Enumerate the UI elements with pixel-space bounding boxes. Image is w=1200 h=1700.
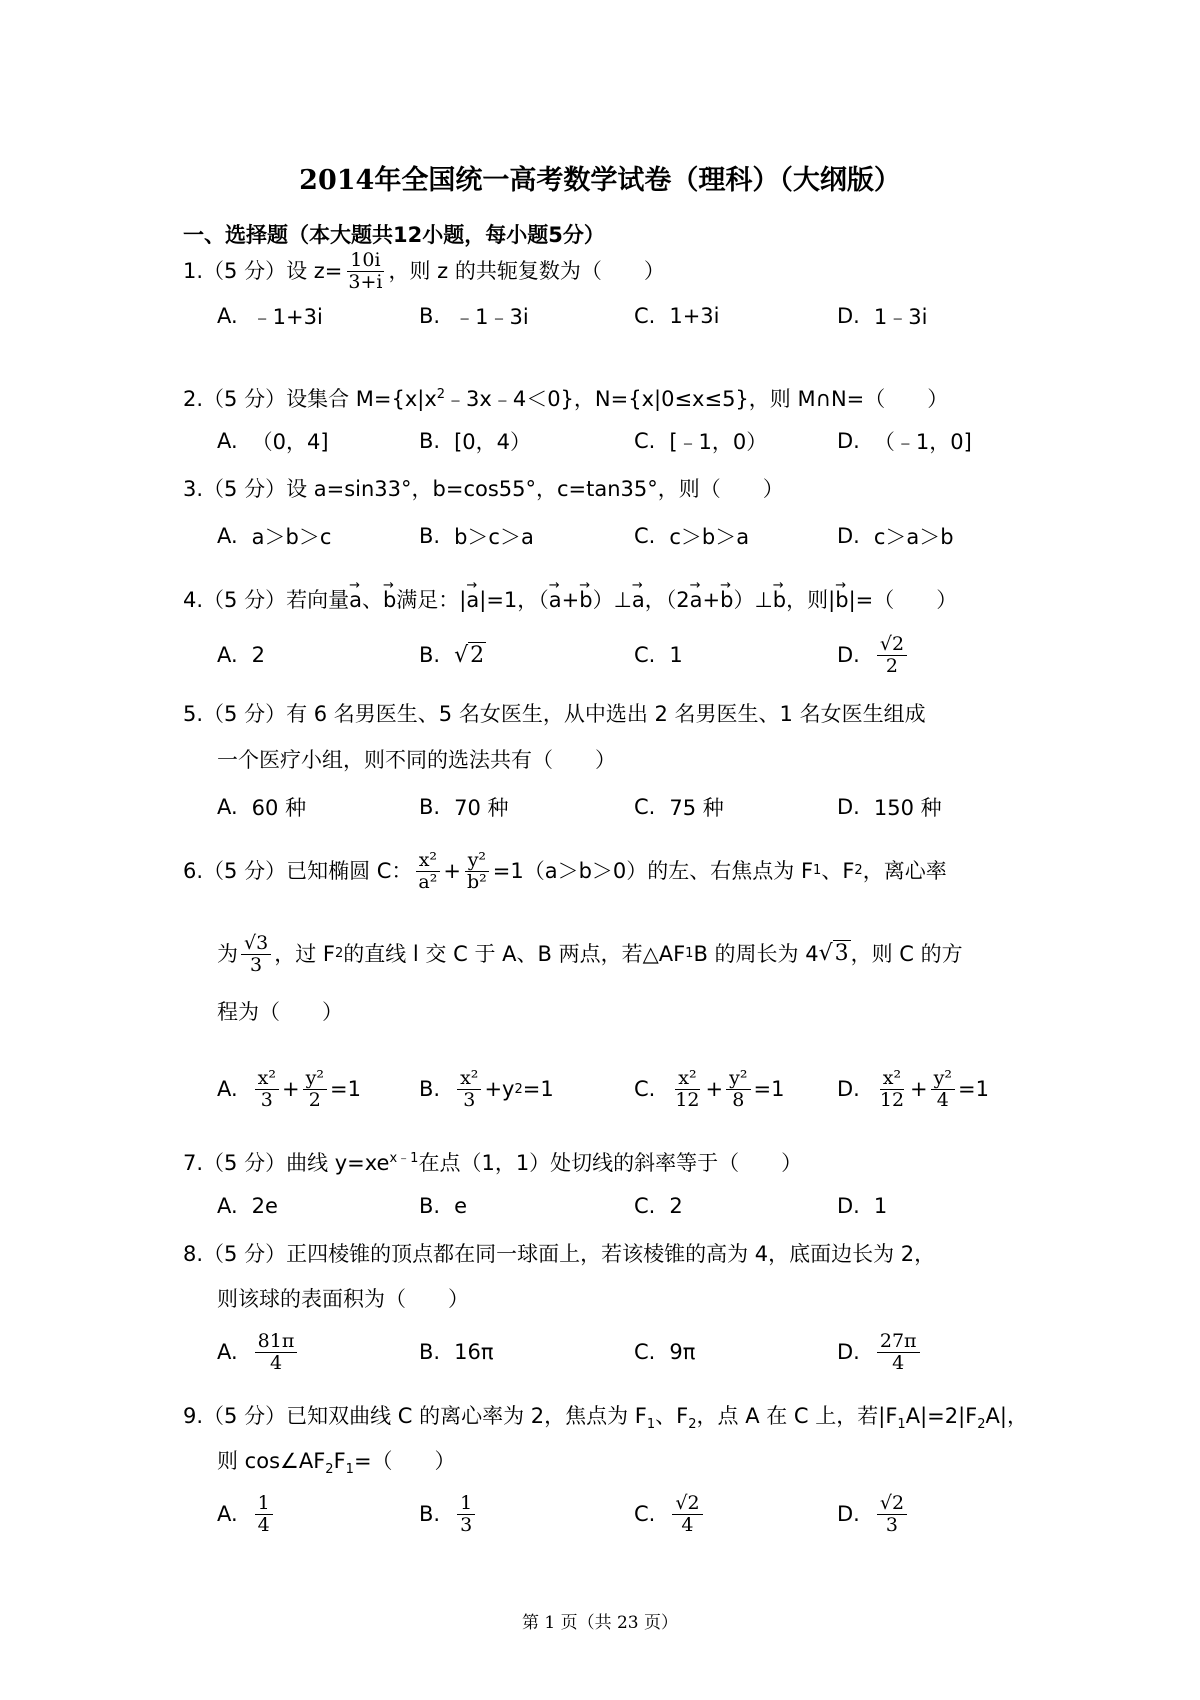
fraction: $\frac{\text{x²}}{\text{a²}}$ — [415, 850, 440, 893]
question-8-line-2: 则该球的表面积为（ ） — [217, 1287, 469, 1311]
option-a: A. 2 — [217, 643, 266, 667]
option-b: B. e — [419, 1194, 468, 1218]
fraction: $\frac{\text{y²}}{\text{b²}}$ — [464, 850, 490, 893]
option-d: D. $\frac{√2}{3}$ — [837, 1486, 910, 1542]
option-c: C. c＞b＞a — [634, 524, 750, 549]
option-d: D. 150 种 — [837, 795, 942, 820]
fraction: $\frac{√2}{2}$ — [877, 634, 907, 677]
question-4-options — [217, 630, 1017, 680]
question-1-options — [217, 296, 1017, 336]
option-d: D. 1﹣3i — [837, 304, 928, 329]
question-3-options — [217, 516, 1017, 556]
question-6-options — [217, 1060, 1017, 1118]
option-a: A. 60 种 — [217, 795, 307, 820]
option-d: D. $\frac{\text{x²}}{12}$ + $\frac{\text{y²}}{4}$ =1 — [837, 1066, 989, 1111]
option-a: A. 2e — [217, 1194, 278, 1218]
option-b: B. 70 种 — [419, 795, 509, 820]
option-b: B. 16π — [419, 1340, 494, 1364]
fraction: $\frac{10i}{3+i}$ — [348, 248, 383, 293]
fraction: $\frac{√3}{3}$ — [241, 933, 271, 976]
option-d: D. 1 — [837, 1194, 888, 1218]
question-7-options — [217, 1186, 1017, 1226]
question-6-line-3: 程为（ ） — [217, 1000, 343, 1024]
option-b: B. √2 — [419, 642, 485, 668]
question-8-line-1: 8.（5 分）正四棱锥的顶点都在同一球面上，若该棱锥的高为 4，底面边长为 2， — [183, 1242, 936, 1266]
question-5-line-2: 一个医疗小组，则不同的选法共有（ ） — [217, 748, 616, 772]
option-a: A. $\frac{\text{x²}}{3}$ + $\frac{\text{y²}}{2}$ =1 — [217, 1066, 361, 1111]
question-9-line-2: 则 $\cos\angle AF_2F_1=$（ ） — [217, 1449, 456, 1478]
option-c: C. 9π — [634, 1340, 696, 1364]
page-title: 2014年全国统一高考数学试卷（理科）（大纲版） — [299, 165, 901, 196]
question-6-line-1: 6.（5 分）已知椭圆 C： $\frac{\text{x²}}{\text{a²}}$ + $\frac{\text{y²}}{\text{b²}}$ =1（a＞b＞0）的左、右焦点为 F 1 、F 2 ，离心率 — [183, 848, 947, 893]
question-5-line-1: 5.（5 分）有 6 名男医生、5 名女医生，从中选出 2 名男医生、1 名女医生组成 — [183, 702, 926, 726]
option-c: C. 2 — [634, 1194, 683, 1218]
option-a: A. $\frac{1}{4}$ — [217, 1486, 276, 1542]
question-6-line-2: 为 $\frac{√3}{3}$ ，过 F 2 的直线 l 交 C 于 A、B 两点，若△AF 1 B 的周长为 4 √3 ，则 C 的方 — [217, 931, 963, 976]
question-3: 3.（5 分）设 a=sin33°，b=cos55°，c=tan35°，则（ ） — [183, 477, 784, 501]
question-7: 7.（5 分）曲线 $y=xe^{x﹣1}$在点（1，1）处切线的斜率等于（ ） — [183, 1151, 803, 1175]
option-d: D. $\frac{√2}{2}$ — [837, 630, 910, 680]
option-b: B. b＞c＞a — [419, 524, 534, 549]
question-5-options — [217, 787, 1017, 827]
section-heading: 一、选择题（本大题共12小题，每小题5分） — [183, 223, 605, 247]
question-4: 4.（5 分）若向量→ a、→ b满足：|→ a|=1，（→ a+→ b）⊥→ a，（2→ a+→ b）⊥→ b，则|→ b|=（ ） — [183, 578, 1043, 614]
question-2: 2.（5 分）设集合 $M=\{x|x^2﹣3x﹣4<0\}$，N={x|0≤x≤5}，则 M∩N=（ ） — [183, 387, 949, 411]
option-a: A. （0，4] — [217, 429, 329, 454]
question-2-options — [217, 421, 1017, 461]
option-b: B. $\frac{\text{x²}}{3}$ +y 2 =1 — [419, 1066, 554, 1111]
question-9-line-1: 9.（5 分）已知双曲线 C 的离心率为 2，焦点为 $F_1$、$F_2$，点 A 在 C 上，若$|F_1A|=2|F_2A|$， — [183, 1404, 1028, 1433]
option-b: B. $\frac{1}{3}$ — [419, 1486, 478, 1542]
page-footer: 第 1 页（共 23 页） — [521, 1613, 679, 1633]
option-c: C. [﹣1，0） — [634, 429, 768, 454]
option-c: C. 75 种 — [634, 795, 724, 820]
option-c: C. 1+3i — [634, 304, 720, 328]
sqrt: √2 — [454, 642, 485, 668]
option-a: A. ﹣1+3i — [217, 304, 323, 329]
option-c: C. 1 — [634, 643, 683, 667]
option-b: B. ﹣1﹣3i — [419, 304, 529, 329]
option-a: A. $\frac{81\pi}{4}$ — [217, 1325, 300, 1379]
question-9-options — [217, 1486, 1017, 1542]
question-1: 1.（5 分）设 z= $\frac{10i}{3+i}$ ，则 z 的共轭复数为（ ） — [183, 248, 665, 293]
option-d: D. $\frac{27\pi}{4}$ — [837, 1325, 923, 1379]
option-c: C. $\frac{√2}{4}$ — [634, 1486, 706, 1542]
question-8-options — [217, 1325, 1017, 1379]
option-a: A. a＞b＞c — [217, 524, 332, 549]
sqrt: √3 — [818, 941, 849, 966]
option-d: D. c＞a＞b — [837, 524, 954, 549]
option-b: B. [0，4） — [419, 429, 532, 454]
option-c: C. $\frac{\text{x²}}{12}$ + $\frac{\text{y²}}{8}$ =1 — [634, 1066, 785, 1111]
option-d: D. （﹣1，0] — [837, 429, 972, 454]
